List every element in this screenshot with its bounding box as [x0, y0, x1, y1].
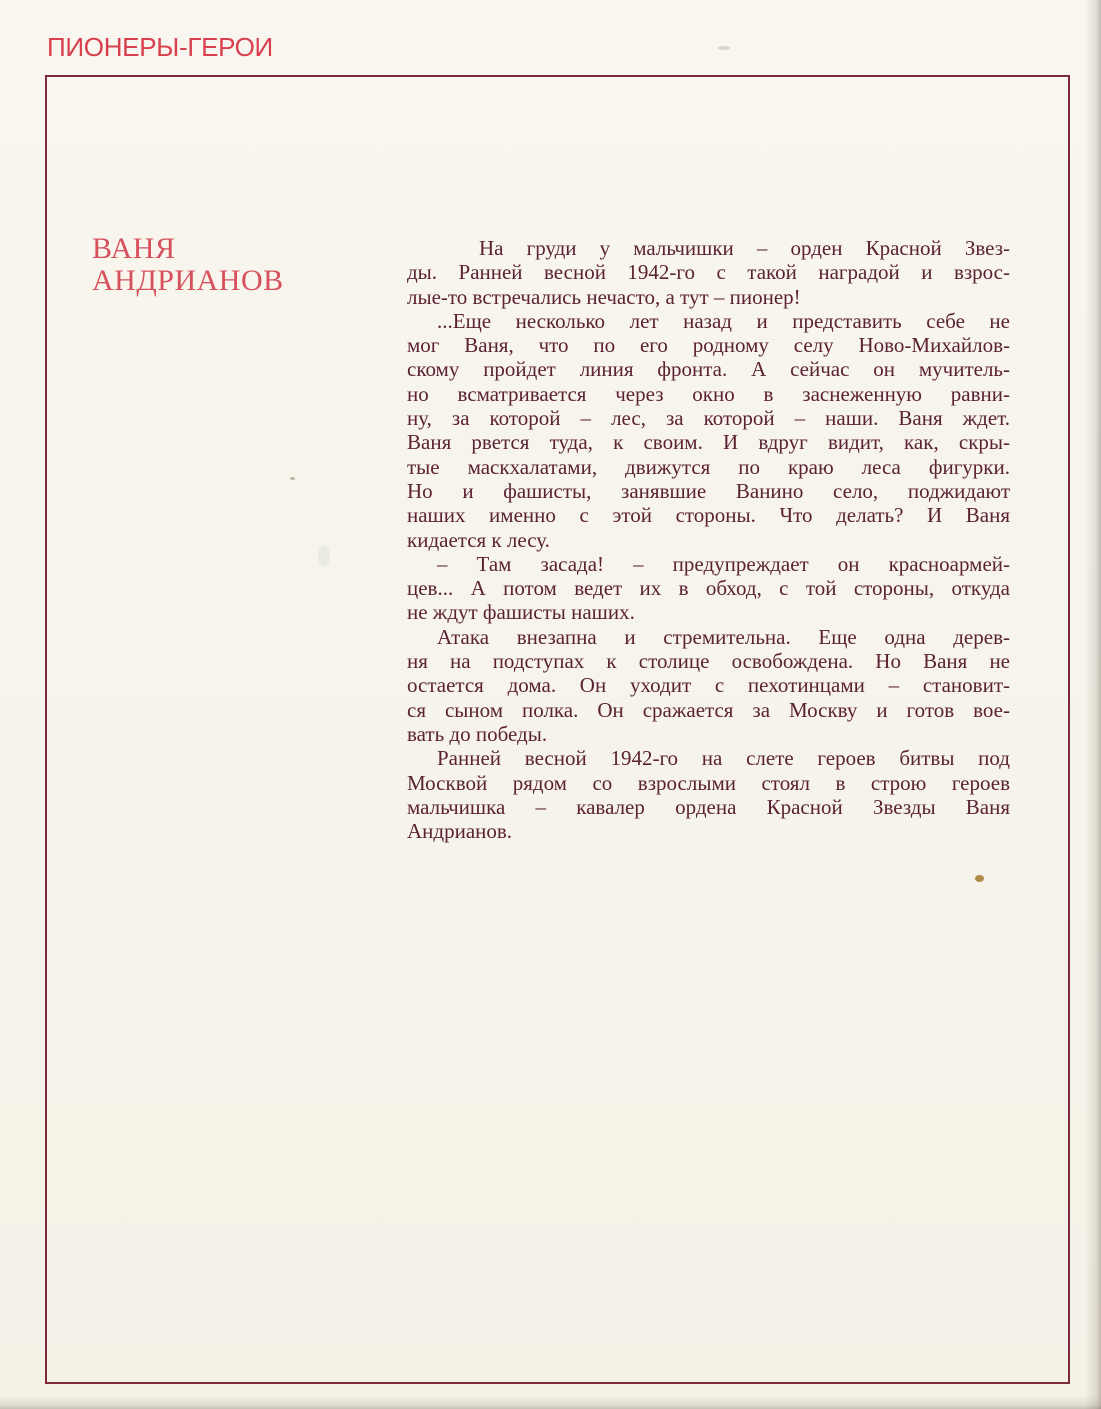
series-title: ПИОНЕРЫ-ГЕРОИ	[47, 32, 273, 62]
story-line: Ранней весной 1942-го на слете героев битвы под	[437, 746, 1010, 771]
paper-edge-shadow-right	[1085, 0, 1101, 1409]
story-line: ...Еще несколько лет назад и представить себе не	[437, 308, 1010, 333]
story-line: наших именно с этой стороны. Что делать? И Ваня	[407, 503, 1010, 528]
story-line: ся сыном полка. Он сражается за Москву и готов вое-	[407, 697, 1010, 722]
story-line: Атака внезапна и стремительна. Еще одна дерев-	[437, 624, 1010, 649]
story-line: мог Ваня, что по его родному селу Ново-Михайлов-	[407, 333, 1010, 358]
story-line: Но и фашисты, занявшие Ванино село, поджидают	[407, 478, 1010, 503]
story-line: лые-то встречались нечасто, а тут – пионер!	[407, 284, 801, 309]
story-line: тые маскхалатами, движутся по краю леса фигурки.	[407, 454, 1010, 479]
story-line: Андрианов.	[407, 819, 513, 844]
story-line: не ждут фашисты наших.	[407, 600, 635, 625]
paper-speck	[975, 875, 984, 882]
story-line: но всматривается через окно в заснеженную равни-	[407, 381, 1010, 406]
story-line: кидается к лесу.	[407, 527, 550, 552]
story-line: ну, за которой – лес, за которой – наши. Ваня ждет.	[407, 406, 1010, 431]
story-line: ня на подступах к столице освобождена. Но Ваня не	[407, 649, 1010, 674]
story-line: Ваня рвется туда, к своим. И вдруг видит, как, скры-	[407, 430, 1010, 455]
story-line: остается дома. Он уходит с пехотинцами – становит-	[407, 673, 1010, 698]
hero-first-name: ВАНЯ	[92, 232, 176, 265]
story-line: – Там засада! – предупреждает он красноармей-	[437, 551, 1010, 576]
paper-speck	[290, 477, 295, 480]
hero-name	[92, 233, 284, 297]
paper-speck	[718, 46, 730, 50]
hero-last-name: АНДРИАНОВ	[92, 264, 284, 297]
story-text	[407, 236, 1010, 843]
story-line: цев... А потом ведет их в обход, с той стороны, откуда	[407, 576, 1010, 601]
paper-edge-shadow-bottom	[0, 1395, 1101, 1409]
story-line: мальчишка – кавалер ордена Красной Звезды Ваня	[407, 794, 1010, 819]
story-line: скому пройдет линия фронта. А сейчас он мучитель-	[407, 357, 1010, 382]
story-line: вать до победы.	[407, 721, 548, 746]
story-line: На груди у мальчишки – орден Красной Звез-	[479, 236, 1010, 260]
story-line: ды. Ранней весной 1942-го с такой наградой и взрос-	[407, 260, 1010, 285]
paper-speck	[318, 545, 330, 567]
story-line: Москвой рядом со взрослыми стоял в строю героев	[407, 770, 1010, 795]
